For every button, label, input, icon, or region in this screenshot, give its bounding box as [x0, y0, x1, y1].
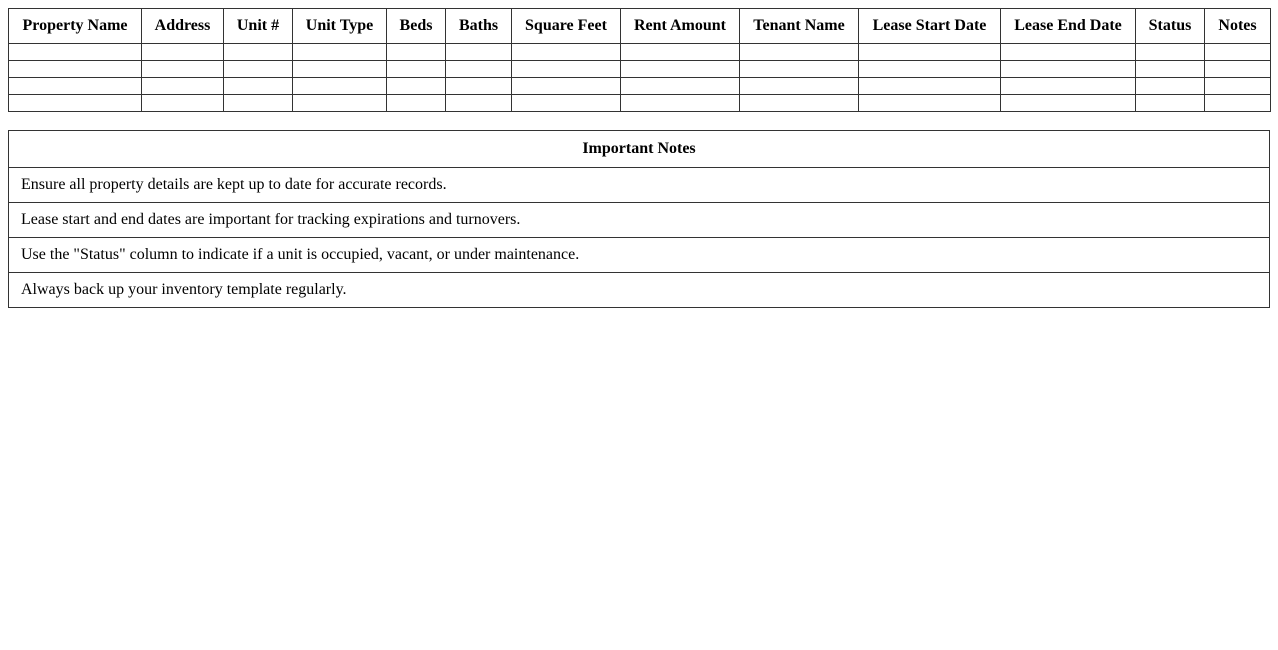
column-header-unit: Unit #: [224, 9, 293, 44]
table-cell[interactable]: [859, 44, 1001, 61]
table-cell[interactable]: [1001, 78, 1136, 95]
table-cell[interactable]: [224, 95, 293, 112]
table-cell[interactable]: [1001, 61, 1136, 78]
note-text: Lease start and end dates are important for tracking expirations and turnovers.: [9, 203, 1270, 238]
table-cell[interactable]: [1136, 61, 1205, 78]
table-cell[interactable]: [293, 61, 387, 78]
note-row: [9, 273, 1270, 308]
table-cell[interactable]: [1136, 95, 1205, 112]
column-header-lease-start-date: Lease Start Date: [859, 9, 1001, 44]
table-cell[interactable]: [1001, 95, 1136, 112]
table-cell[interactable]: [293, 44, 387, 61]
table-cell[interactable]: [142, 95, 224, 112]
table-cell[interactable]: [1001, 44, 1136, 61]
column-header-beds: Beds: [387, 9, 446, 44]
note-text: Ensure all property details are kept up to date for accurate records.: [9, 168, 1270, 203]
column-header-rent-amount: Rent Amount: [621, 9, 740, 44]
note-text: Always back up your inventory template regularly.: [9, 273, 1270, 308]
column-header-baths: Baths: [446, 9, 512, 44]
table-cell[interactable]: [859, 78, 1001, 95]
table-cell[interactable]: [387, 95, 446, 112]
table-cell[interactable]: [446, 78, 512, 95]
table-cell[interactable]: [446, 44, 512, 61]
table-cell[interactable]: [387, 61, 446, 78]
table-cell[interactable]: [621, 95, 740, 112]
table-cell[interactable]: [142, 44, 224, 61]
table-cell[interactable]: [293, 95, 387, 112]
table-cell[interactable]: [142, 61, 224, 78]
table-cell[interactable]: [9, 78, 142, 95]
table-row: [9, 61, 1271, 78]
table-cell[interactable]: [740, 95, 859, 112]
table-cell[interactable]: [1205, 78, 1271, 95]
note-text: Use the "Status" column to indicate if a unit is occupied, vacant, or under maintenance.: [9, 238, 1270, 273]
table-cell[interactable]: [9, 61, 142, 78]
note-row: [9, 168, 1270, 203]
table-cell[interactable]: [9, 44, 142, 61]
table-cell[interactable]: [859, 61, 1001, 78]
table-cell[interactable]: [512, 61, 621, 78]
column-header-address: Address: [142, 9, 224, 44]
table-cell[interactable]: [224, 44, 293, 61]
table-row: [9, 95, 1271, 112]
table-cell[interactable]: [859, 95, 1001, 112]
table-cell[interactable]: [446, 61, 512, 78]
table-cell[interactable]: [1205, 61, 1271, 78]
table-cell[interactable]: [512, 78, 621, 95]
table-cell[interactable]: [621, 78, 740, 95]
table-cell[interactable]: [1136, 78, 1205, 95]
table-cell[interactable]: [621, 61, 740, 78]
note-row: [9, 238, 1270, 273]
table-cell[interactable]: [387, 44, 446, 61]
table-cell[interactable]: [740, 78, 859, 95]
table-cell[interactable]: [740, 44, 859, 61]
table-cell[interactable]: [387, 78, 446, 95]
column-header-square-feet: Square Feet: [512, 9, 621, 44]
inventory-table: [8, 8, 1271, 112]
table-cell[interactable]: [142, 78, 224, 95]
table-row: [9, 44, 1271, 61]
table-cell[interactable]: [1136, 44, 1205, 61]
table-cell[interactable]: [740, 61, 859, 78]
column-header-tenant-name: Tenant Name: [740, 9, 859, 44]
table-cell[interactable]: [621, 44, 740, 61]
column-header-property-name: Property Name: [9, 9, 142, 44]
table-cell[interactable]: [224, 61, 293, 78]
table-cell[interactable]: [293, 78, 387, 95]
notes-table: [8, 130, 1270, 308]
column-header-unit-type: Unit Type: [293, 9, 387, 44]
note-row: [9, 203, 1270, 238]
table-row: [9, 78, 1271, 95]
table-cell[interactable]: [512, 95, 621, 112]
table-cell[interactable]: [512, 44, 621, 61]
column-header-status: Status: [1136, 9, 1205, 44]
inventory-header-row: [9, 9, 1271, 44]
table-cell[interactable]: [1205, 95, 1271, 112]
table-cell[interactable]: [9, 95, 142, 112]
table-cell[interactable]: [446, 95, 512, 112]
column-header-notes: Notes: [1205, 9, 1271, 44]
notes-title: Important Notes: [9, 131, 1270, 168]
table-cell[interactable]: [1205, 44, 1271, 61]
table-cell[interactable]: [224, 78, 293, 95]
column-header-lease-end-date: Lease End Date: [1001, 9, 1136, 44]
